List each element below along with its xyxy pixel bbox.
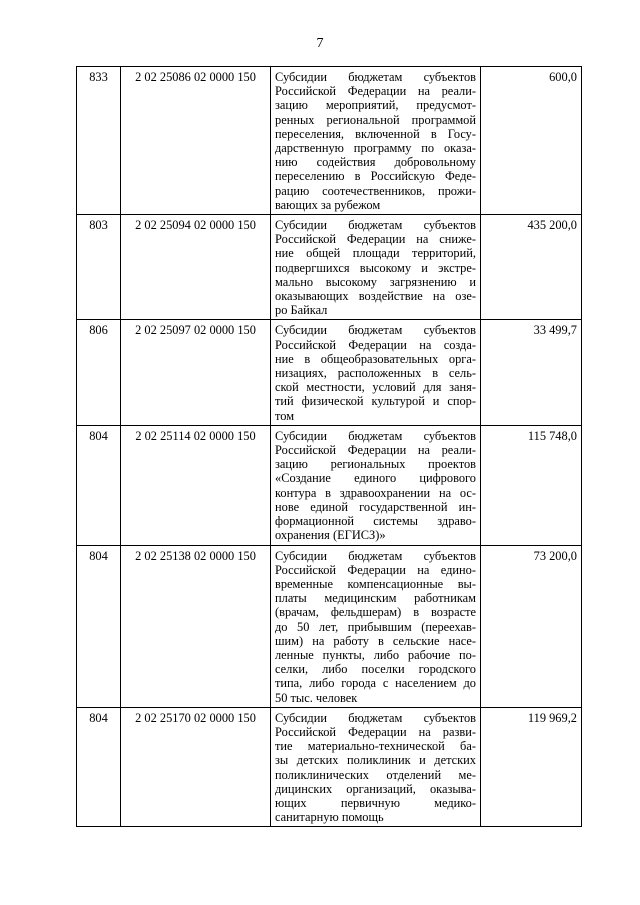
revenue-name-line: дицинских организаций, оказыва- bbox=[275, 781, 476, 796]
revenue-name-line: Российской Федерации на разви- bbox=[275, 724, 476, 739]
table-row bbox=[77, 545, 582, 707]
revenue-name-line: нове единой государственной ин- bbox=[275, 499, 476, 514]
revenue-name-line: том bbox=[275, 408, 295, 423]
revenue-name-line: оказывающих воздействие на озе- bbox=[275, 289, 476, 304]
budget-table bbox=[76, 66, 582, 827]
amount-cell: 33 499,7 bbox=[481, 320, 582, 425]
admin-code-cell: 806 bbox=[77, 320, 121, 425]
revenue-name-cell bbox=[271, 425, 481, 545]
revenue-name-line: ленные пункты, либо рабочие по- bbox=[275, 647, 476, 662]
revenue-name-cell bbox=[271, 67, 481, 215]
revenue-name-line: шим) на работу в сельские насе- bbox=[275, 633, 476, 648]
budget-classification-code-cell: 2 02 25114 02 0000 150 bbox=[121, 425, 271, 545]
revenue-name-line: формационной системы здраво- bbox=[275, 514, 476, 529]
table-row bbox=[77, 67, 582, 215]
budget-classification-code-cell: 2 02 25097 02 0000 150 bbox=[121, 320, 271, 425]
admin-code-cell: 833 bbox=[77, 67, 121, 215]
admin-code-cell: 804 bbox=[77, 545, 121, 707]
table-row bbox=[77, 425, 582, 545]
revenue-name-line: (врачам, фельдшерам) в возрасте bbox=[275, 605, 476, 620]
revenue-name-line: Российской Федерации на созда- bbox=[275, 337, 476, 352]
revenue-name-line: Российской Федерации на реали- bbox=[275, 443, 476, 458]
revenue-name-line: ние в общеобразовательных орга- bbox=[275, 351, 476, 366]
revenue-name-line: санитарную помощь bbox=[275, 810, 384, 825]
revenue-name-line: платы медицинским работникам bbox=[275, 591, 476, 606]
budget-classification-code-cell: 2 02 25094 02 0000 150 bbox=[121, 215, 271, 320]
revenue-name-line: Российской Федерации на реали- bbox=[275, 84, 476, 99]
revenue-name-line: Субсидии бюджетам субъектов bbox=[275, 428, 476, 443]
revenue-name-line: временные компенсационные вы- bbox=[275, 576, 476, 591]
revenue-name-line: низациях, расположенных в сель- bbox=[275, 366, 476, 381]
admin-code-cell: 803 bbox=[77, 215, 121, 320]
revenue-name-line: ренных региональной программой bbox=[275, 112, 476, 127]
revenue-name-line: контура в здравоохранении на ос- bbox=[275, 485, 476, 500]
budget-classification-code-cell: 2 02 25086 02 0000 150 bbox=[121, 67, 271, 215]
revenue-name-line: переселению в Российскую Феде- bbox=[275, 169, 476, 184]
budget-classification-code-cell: 2 02 25170 02 0000 150 bbox=[121, 707, 271, 827]
revenue-name-line: Субсидии бюджетам субъектов bbox=[275, 218, 476, 233]
revenue-name-line: ро Байкал bbox=[275, 303, 328, 318]
revenue-name-line: поликлинических отделений ме- bbox=[275, 767, 476, 782]
revenue-name-line: охранения (ЕГИСЗ)» bbox=[275, 528, 386, 543]
revenue-name-cell bbox=[271, 707, 481, 827]
revenue-name-line: Российской Федерации на едино- bbox=[275, 562, 476, 577]
revenue-name-line: переселения, включенной в Госу- bbox=[275, 126, 476, 141]
amount-cell: 119 969,2 bbox=[481, 707, 582, 827]
revenue-name-line: рацию соотечественников, прожи- bbox=[275, 183, 476, 198]
admin-code-cell: 804 bbox=[77, 425, 121, 545]
revenue-name-line: ющих первичную медико- bbox=[275, 795, 476, 810]
revenue-name-line: тие материально-технической ба- bbox=[275, 739, 476, 754]
revenue-name-line: Субсидии бюджетам субъектов bbox=[275, 548, 476, 563]
revenue-name-line: нию содействия добровольному bbox=[275, 155, 476, 170]
revenue-name-line: Субсидии бюджетам субъектов bbox=[275, 70, 476, 84]
revenue-name-line: зы детских поликлиник и детских bbox=[275, 753, 476, 768]
revenue-name-cell bbox=[271, 215, 481, 320]
revenue-name-line: вающих за рубежом bbox=[275, 197, 381, 212]
page-number: 7 bbox=[316, 36, 324, 51]
revenue-name-line: тий физической культурой и спор- bbox=[275, 394, 476, 409]
budget-classification-code-cell: 2 02 25138 02 0000 150 bbox=[121, 545, 271, 707]
revenue-name-line: до 50 лет, прибывшим (переехав- bbox=[275, 619, 476, 634]
revenue-name-line: 50 тыс. человек bbox=[275, 690, 358, 705]
table-row bbox=[77, 215, 582, 320]
budget-table-body bbox=[77, 67, 582, 827]
amount-cell: 73 200,0 bbox=[481, 545, 582, 707]
amount-cell: 600,0 bbox=[481, 67, 582, 215]
table-row bbox=[77, 707, 582, 827]
amount-cell: 435 200,0 bbox=[481, 215, 582, 320]
revenue-name-line: зацию региональных проектов bbox=[275, 457, 476, 472]
revenue-name-line: Субсидии бюджетам субъектов bbox=[275, 710, 476, 725]
revenue-name-line: Субсидии бюджетам субъектов bbox=[275, 323, 476, 338]
table-row bbox=[77, 320, 582, 425]
amount-cell: 115 748,0 bbox=[481, 425, 582, 545]
revenue-name-line: «Создание единого цифрового bbox=[275, 471, 476, 486]
revenue-name-line: ние общей площади территорий, bbox=[275, 246, 476, 261]
revenue-name-cell bbox=[271, 545, 481, 707]
revenue-name-line: селки, либо поселки городского bbox=[275, 662, 476, 677]
revenue-name-line: ской местности, условий для заня- bbox=[275, 380, 476, 395]
revenue-name-line: мально высокому загрязнению и bbox=[275, 274, 476, 289]
admin-code-cell: 804 bbox=[77, 707, 121, 827]
revenue-name-line: зацию мероприятий, предусмот- bbox=[275, 98, 476, 113]
revenue-name-line: подвергшихся высокому и экстре- bbox=[275, 260, 476, 275]
revenue-name-line: типа, либо города с населением до bbox=[275, 676, 476, 691]
revenue-name-line: дарственную программу по оказа- bbox=[275, 141, 476, 156]
revenue-name-cell bbox=[271, 320, 481, 425]
revenue-name-line: Российской Федерации на сниже- bbox=[275, 232, 476, 247]
